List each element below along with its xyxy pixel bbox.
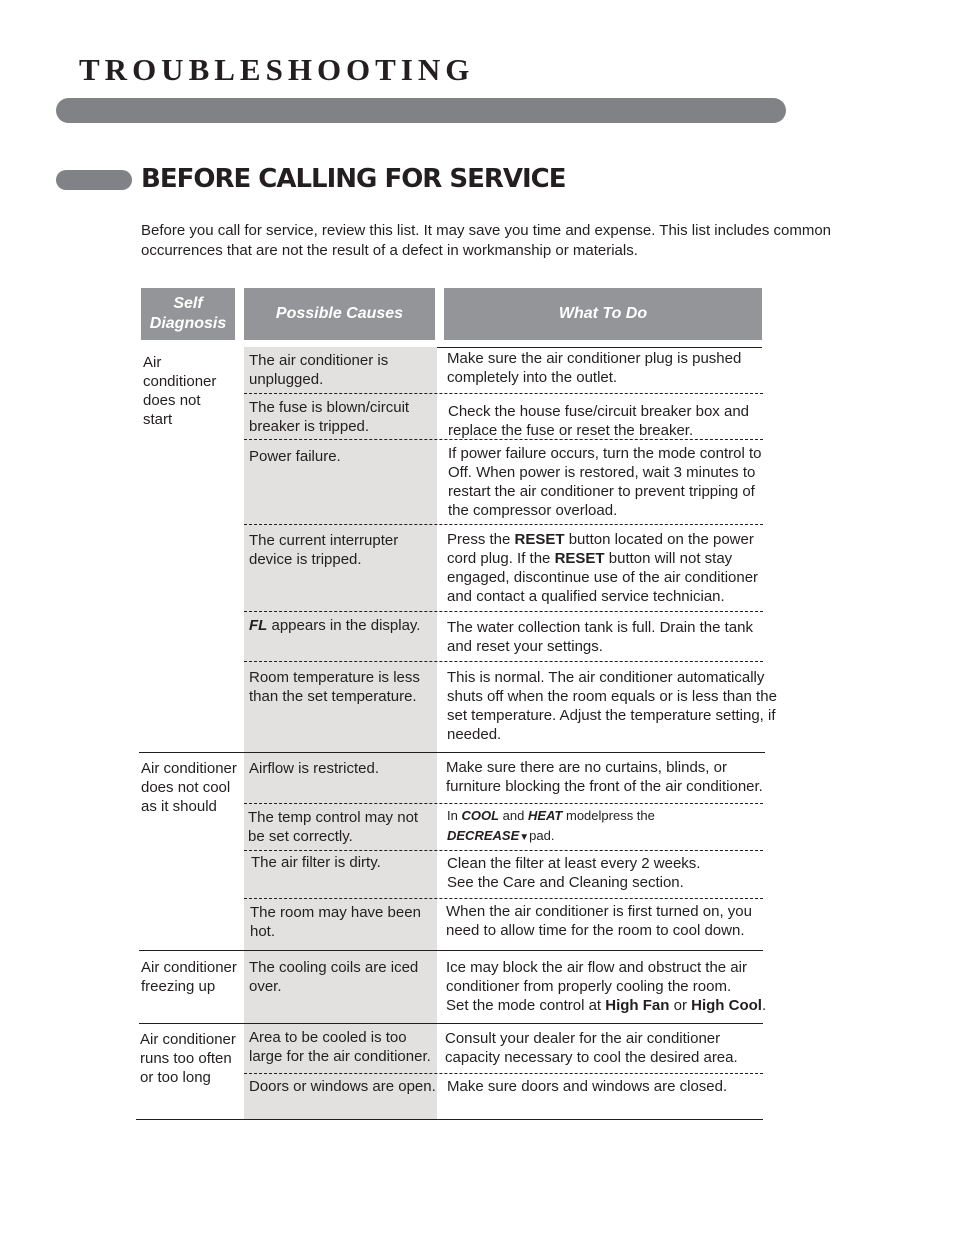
heat-mode-keyword: HEAT — [527, 808, 563, 823]
problem-label: Air conditioner does not start — [143, 354, 217, 428]
table-bottom-border — [136, 1119, 763, 1120]
header-possible-causes: Possible Causes — [244, 288, 435, 340]
what-to-do-text: Ice may block the air flow and obstruct the air conditioner from properly cooling the room. Set the mode control at High Fan or High Cool. — [446, 959, 767, 1014]
problem-label: Air conditioner runs too often or too long — [140, 1031, 236, 1086]
cause-text: The cooling coils are iced over. — [249, 959, 419, 995]
cause-text: The air conditioner is unplugged. — [249, 352, 389, 388]
reset-keyword: RESET — [514, 531, 565, 548]
cause-text: Airflow is restricted. — [249, 760, 380, 777]
down-triangle-icon: ▼ — [519, 832, 530, 843]
cause-text: The air filter is dirty. — [251, 854, 381, 871]
group-divider — [139, 1023, 763, 1024]
cause-text: The room may have been hot. — [250, 904, 421, 940]
header-what-to-do: What To Do — [444, 288, 762, 340]
row-divider — [437, 347, 762, 348]
high-fan-keyword: High Fan — [605, 997, 670, 1014]
what-to-do-text: Make sure doors and windows are closed. — [447, 1078, 728, 1095]
section-pill — [56, 170, 132, 190]
row-divider — [244, 898, 763, 899]
row-divider — [244, 850, 763, 851]
heading-bar — [56, 98, 786, 123]
row-divider — [244, 803, 763, 804]
what-to-do-text: Make sure the air conditioner plug is pushed completely into the outlet. — [447, 350, 742, 386]
header-self-diagnosis: Self Diagnosis — [141, 288, 235, 340]
what-to-do-text: The water collection tank is full. Drain the tank and reset your settings. — [447, 619, 753, 655]
cause-text: The fuse is blown/circuit breaker is tripped. — [249, 399, 410, 435]
what-to-do-text: Press the RESET button located on the power cord plug. If the RESET button will not stay engaged, discontinue use of the air conditioner and contact a qualified service technician. — [447, 531, 759, 605]
what-to-do-text: If power failure occurs, turn the mode control to Off. When power is restored, wait 3 minutes to restart the air conditioner to prevent tripping of the compressor overload. — [448, 445, 762, 519]
row-divider — [244, 393, 763, 394]
what-to-do-text: When the air conditioner is first turned on, you need to allow time for the room to cool down. — [446, 903, 752, 939]
row-divider — [244, 611, 763, 612]
cause-text: The current interrupter device is tripped. — [249, 532, 399, 568]
cause-text: Doors or windows are open. — [249, 1078, 436, 1095]
what-to-do-text: Make sure there are no curtains, blinds, or furniture blocking the front of the air conditioner. — [446, 759, 763, 795]
problem-label: Air conditioner freezing up — [141, 959, 237, 995]
section-title: BEFORE CALLING FOR SERVICE — [141, 164, 566, 194]
what-to-do-text: In COOL and HEAT modelpress the DECREASE▼pad. — [447, 808, 655, 843]
what-to-do-text: Consult your dealer for the air conditioner capacity necessary to cool the desired area. — [445, 1030, 738, 1066]
intro-paragraph: Before you call for service, review this list. It may save you time and expense. This list includes common occurrences that are not the result of a defect in workmanship or materials. — [141, 222, 832, 259]
problem-label: Air conditioner does not cool as it should — [141, 760, 237, 815]
cause-text: Room temperature is less than the set temperature. — [249, 669, 420, 705]
decrease-keyword: DECREASE — [447, 828, 520, 843]
cause-text: Power failure. — [249, 448, 341, 465]
row-divider — [244, 524, 763, 525]
row-divider — [244, 1073, 763, 1074]
fl-code: FL — [249, 617, 268, 634]
what-to-do-text: This is normal. The air conditioner automatically shuts off when the room equals or is less than the set temperature. Adjust the temperature setting, if needed. — [447, 669, 777, 743]
reset-keyword: RESET — [554, 550, 605, 567]
page-heading: TROUBLESHOOTING — [79, 52, 475, 87]
cause-text: The temp control may not be set correctly. — [248, 809, 419, 845]
group-divider — [139, 752, 765, 753]
high-cool-keyword: High Cool — [691, 997, 762, 1014]
cool-mode-keyword: COOL — [461, 808, 500, 823]
what-to-do-text: Check the house fuse/circuit breaker box and replace the fuse or reset the breaker. — [448, 403, 750, 439]
what-to-do-text: Clean the filter at least every 2 weeks. See the Care and Cleaning section. — [447, 855, 701, 891]
cause-text: Area to be cooled is too large for the air conditioner. — [249, 1029, 431, 1065]
cause-text: FL appears in the display. — [249, 617, 421, 634]
row-divider — [244, 661, 763, 662]
group-divider — [139, 950, 763, 951]
